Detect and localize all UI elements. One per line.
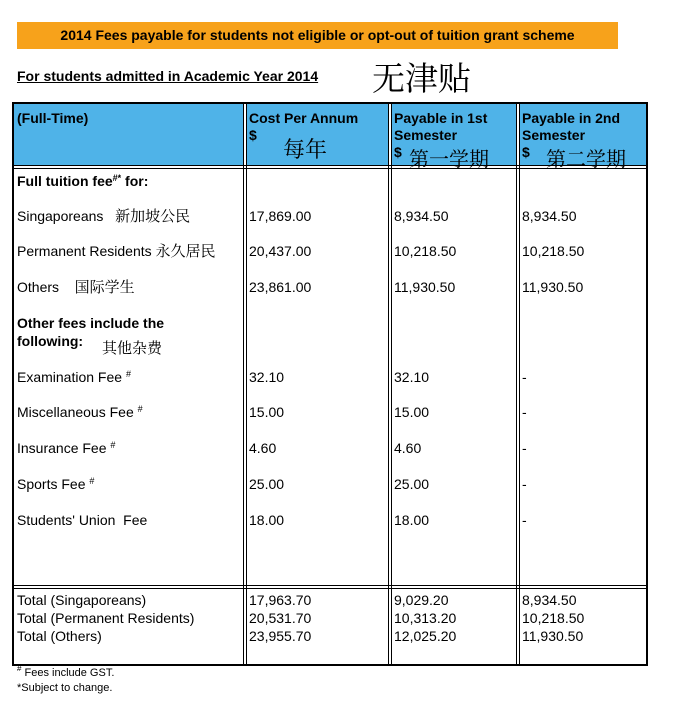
cell-sem2: - — [522, 512, 527, 528]
tuition-heading-text: Full tuition fee — [17, 173, 113, 189]
cell-sem1: 15.00 — [394, 404, 430, 420]
totals-divider — [14, 585, 646, 586]
row-label-cn: 新加坡公民 — [115, 207, 191, 225]
total-label-singaporeans: Total (Singaporeans) — [17, 592, 147, 608]
total-sem2: 10,218.50 — [522, 610, 585, 626]
column-divider — [391, 104, 392, 664]
cell-annum: 4.60 — [249, 440, 277, 456]
other-fees-heading-line2: following: — [17, 333, 84, 349]
header-fulltime: (Full-Time) — [17, 110, 89, 126]
header-payable-1st-cn: 第一学期 — [409, 147, 489, 171]
cell-sem1: 25.00 — [394, 476, 430, 492]
cell-annum: 20,437.00 — [249, 243, 312, 259]
row-label-sup: # — [110, 440, 116, 450]
column-divider — [246, 104, 247, 664]
banner-title: 2014 Fees payable for students not eligible or opt-out of tuition grant scheme — [60, 27, 575, 43]
other-fees-heading-line1: Other fees include the — [17, 315, 165, 331]
row-label-cn: 永久居民 — [155, 242, 216, 260]
row-label-cn: 国际学生 — [74, 278, 135, 296]
cell-sem2: - — [522, 369, 527, 385]
cell-sem1: 18.00 — [394, 512, 430, 528]
cell-sem1: 32.10 — [394, 369, 430, 385]
row-label-text: Examination Fee — [17, 369, 123, 385]
total-sem1: 12,025.20 — [394, 628, 457, 644]
title-banner — [17, 22, 618, 49]
cell-annum: 23,861.00 — [249, 279, 312, 295]
row-label-text: Others — [17, 279, 60, 295]
row-label-sup: # — [125, 369, 131, 379]
cell-annum: 32.10 — [249, 369, 285, 385]
row-label-text: Miscellaneous Fee — [17, 404, 134, 420]
cell-annum: 25.00 — [249, 476, 285, 492]
row-label-sup: # — [137, 404, 143, 414]
header-cost-per-annum-cn: 每年 — [283, 138, 328, 163]
totals-divider — [14, 588, 646, 589]
row-label-text: Singaporeans — [17, 208, 104, 224]
column-divider — [388, 104, 389, 664]
cell-sem2: - — [522, 476, 527, 492]
cell-annum: 17,869.00 — [249, 208, 312, 224]
footnote-gst-text: Fees include GST. — [21, 667, 115, 679]
row-label-sup: # — [89, 476, 95, 486]
header-cost-per-annum: Cost Per Annum $ — [249, 110, 359, 143]
total-sem2: 8,934.50 — [522, 592, 577, 608]
cell-annum: 18.00 — [249, 512, 285, 528]
column-divider — [519, 104, 520, 664]
cell-sem1: 4.60 — [394, 440, 422, 456]
tuition-heading — [17, 173, 148, 189]
total-sem2: 11,930.50 — [522, 628, 584, 644]
cell-sem2: 8,934.50 — [522, 208, 577, 224]
row-label-students-union-fee — [17, 512, 147, 528]
footnote-sup: # — [17, 664, 22, 673]
row-label-miscellaneous-fee — [17, 404, 143, 420]
footnote-gst — [17, 664, 115, 679]
chinese-title: 无津贴 — [372, 59, 471, 98]
cell-sem1: 10,218.50 — [394, 243, 457, 259]
total-annum: 17,963.70 — [249, 592, 312, 608]
other-fees-heading-cn: 其他杂费 — [102, 339, 163, 357]
cell-sem1: 11,930.50 — [394, 279, 456, 295]
cell-annum: 15.00 — [249, 404, 285, 420]
row-label-text: Insurance Fee — [17, 440, 107, 456]
row-label-insurance-fee — [17, 440, 115, 456]
header-payable-2nd-cn: 第二学期 — [546, 147, 626, 171]
cell-sem2: 11,930.50 — [522, 279, 584, 295]
row-label-others — [17, 279, 135, 295]
row-label-text: Sports Fee — [17, 476, 86, 492]
column-divider — [243, 104, 244, 664]
page-subtitle: For students admitted in Academic Year 2014 — [17, 68, 319, 84]
header-payable-2nd: Payable in 2nd Semester $ — [522, 110, 621, 160]
tuition-heading-sup: #* — [112, 173, 122, 183]
header-payable-1st: Payable in 1st Semester $ — [394, 110, 488, 160]
row-label-permanent-residents — [17, 243, 216, 259]
column-divider — [516, 104, 517, 664]
footnote-subject-to-change: *Subject to change. — [17, 682, 113, 694]
cell-sem2: - — [522, 404, 527, 420]
total-sem1: 9,029.20 — [394, 592, 449, 608]
total-annum: 20,531.70 — [249, 610, 312, 626]
row-label-sports-fee — [17, 476, 94, 492]
cell-sem2: - — [522, 440, 527, 456]
row-label-examination-fee — [17, 369, 131, 385]
row-label-singaporeans — [17, 208, 190, 224]
row-label-text: Permanent Residents — [17, 243, 152, 259]
cell-sem1: 8,934.50 — [394, 208, 449, 224]
total-sem1: 10,313.20 — [394, 610, 457, 626]
total-annum: 23,955.70 — [249, 628, 312, 644]
cell-sem2: 10,218.50 — [522, 243, 585, 259]
total-label-permanent-residents: Total (Permanent Residents) — [17, 610, 195, 626]
total-label-others: Total (Others) — [17, 628, 102, 644]
tuition-heading-suffix: for: — [121, 173, 149, 189]
row-label-text: Students' Union Fee — [17, 512, 148, 528]
